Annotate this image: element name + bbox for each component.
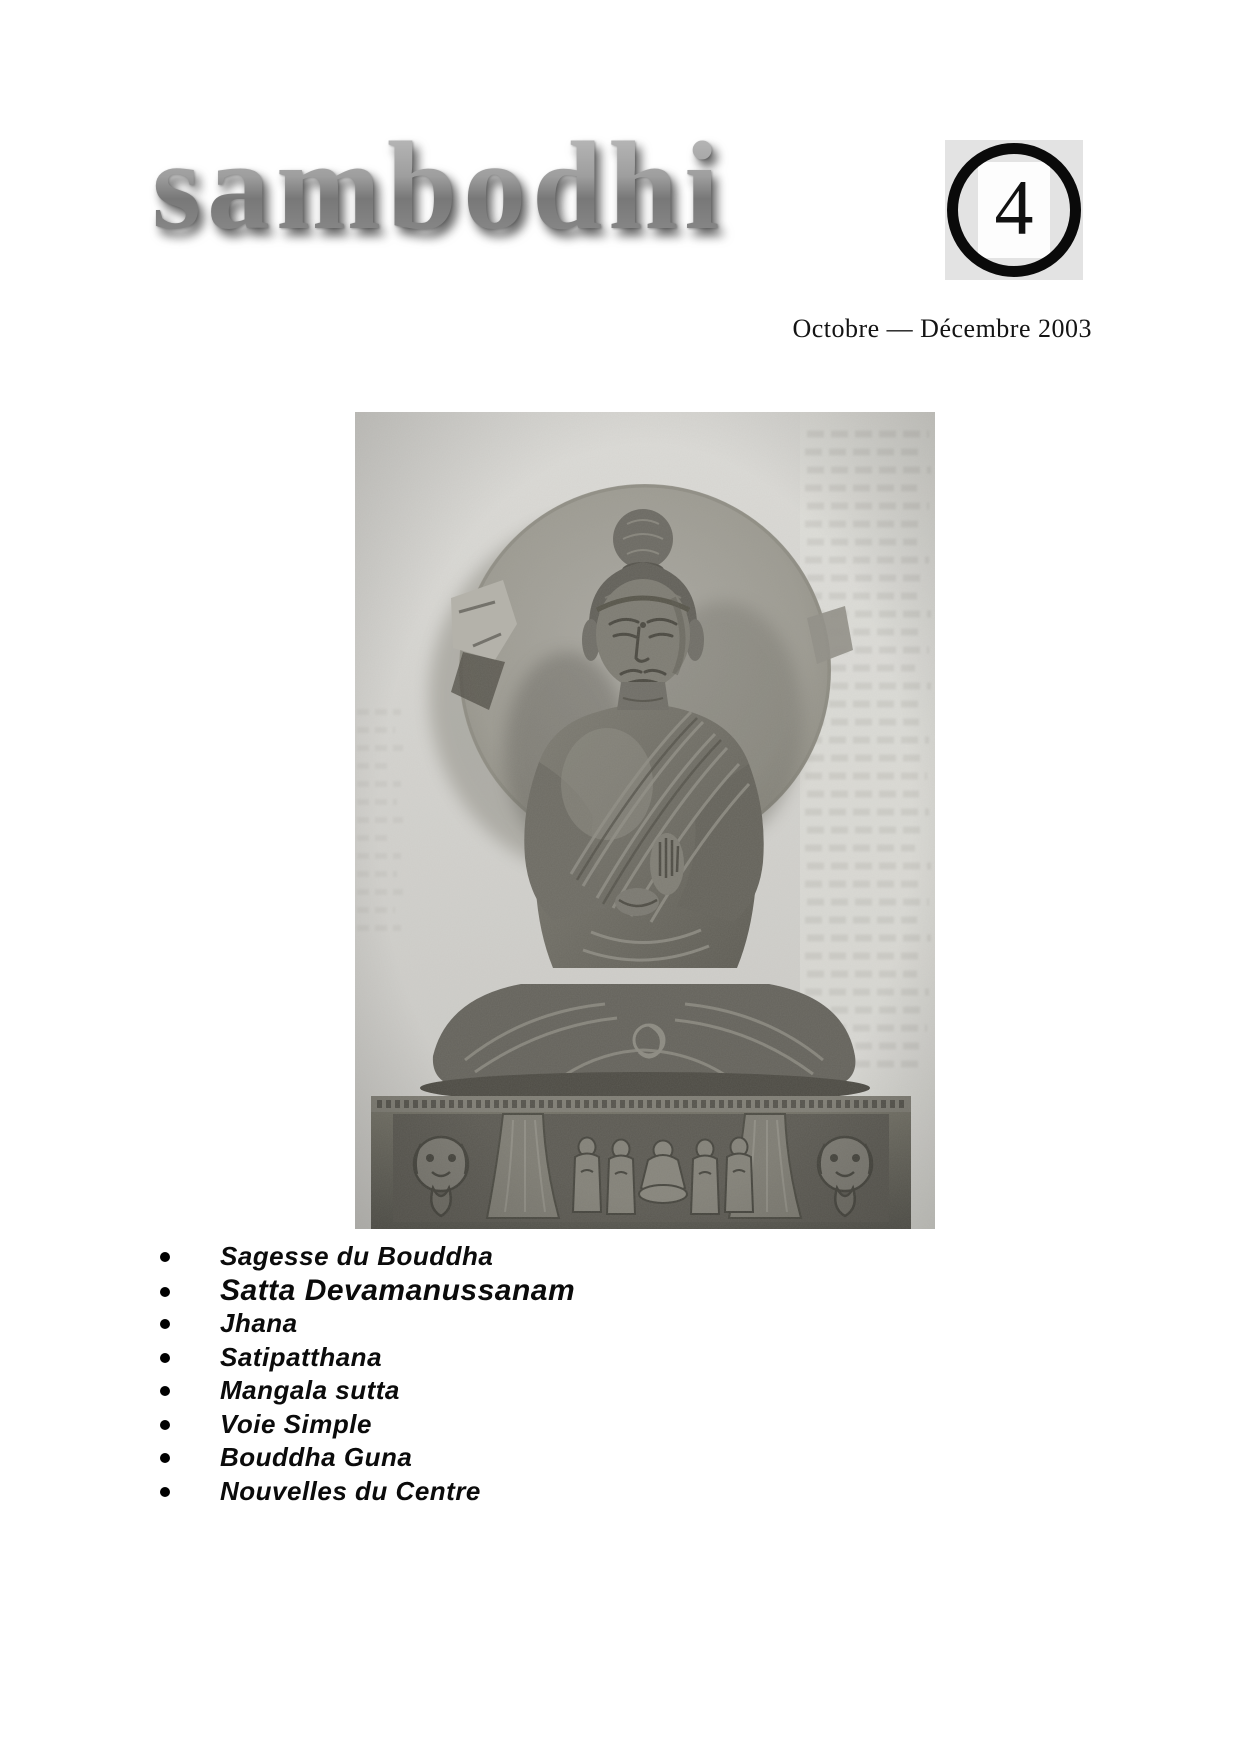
issue-date: Octobre — Décembre 2003 [792,314,1092,343]
issue-number-badge [945,140,1083,280]
toc-item-label: Sagesse du Bouddha [220,1241,494,1271]
toc-item-label: Bouddha Guna [220,1442,413,1472]
table-of-contents [158,1240,575,1508]
toc-item [158,1341,575,1375]
toc-item-label: Mangala sutta [220,1375,400,1405]
toc-item-label: Satipatthana [220,1341,383,1372]
magazine-title: sambodhi [152,117,726,256]
toc-item-label: Jhana [220,1308,298,1338]
bullet-icon [160,1386,170,1396]
bullet-icon [160,1252,170,1262]
toc-item-label: Voie Simple [220,1408,372,1439]
bullet-icon [160,1287,170,1297]
toc-item-label: Satta Devamanussanam [220,1273,576,1307]
bullet-icon [160,1487,170,1497]
bullet-icon [160,1319,170,1329]
toc-item [158,1307,575,1341]
toc-item [158,1374,575,1408]
issue-number: 4 [994,164,1034,251]
cover-photo [355,412,935,1229]
issue-number-box [978,162,1050,258]
bullet-icon [160,1420,170,1430]
toc-item [158,1408,575,1442]
toc-item [158,1441,575,1475]
toc-item-label: Nouvelles du Centre [220,1475,481,1506]
toc-item [158,1274,575,1308]
bullet-icon [160,1453,170,1463]
bullet-icon [160,1353,170,1363]
toc-item [158,1475,575,1509]
buddha-statue-illustration [355,412,935,1229]
toc-item [158,1240,575,1274]
issue-circle-icon [947,143,1081,277]
